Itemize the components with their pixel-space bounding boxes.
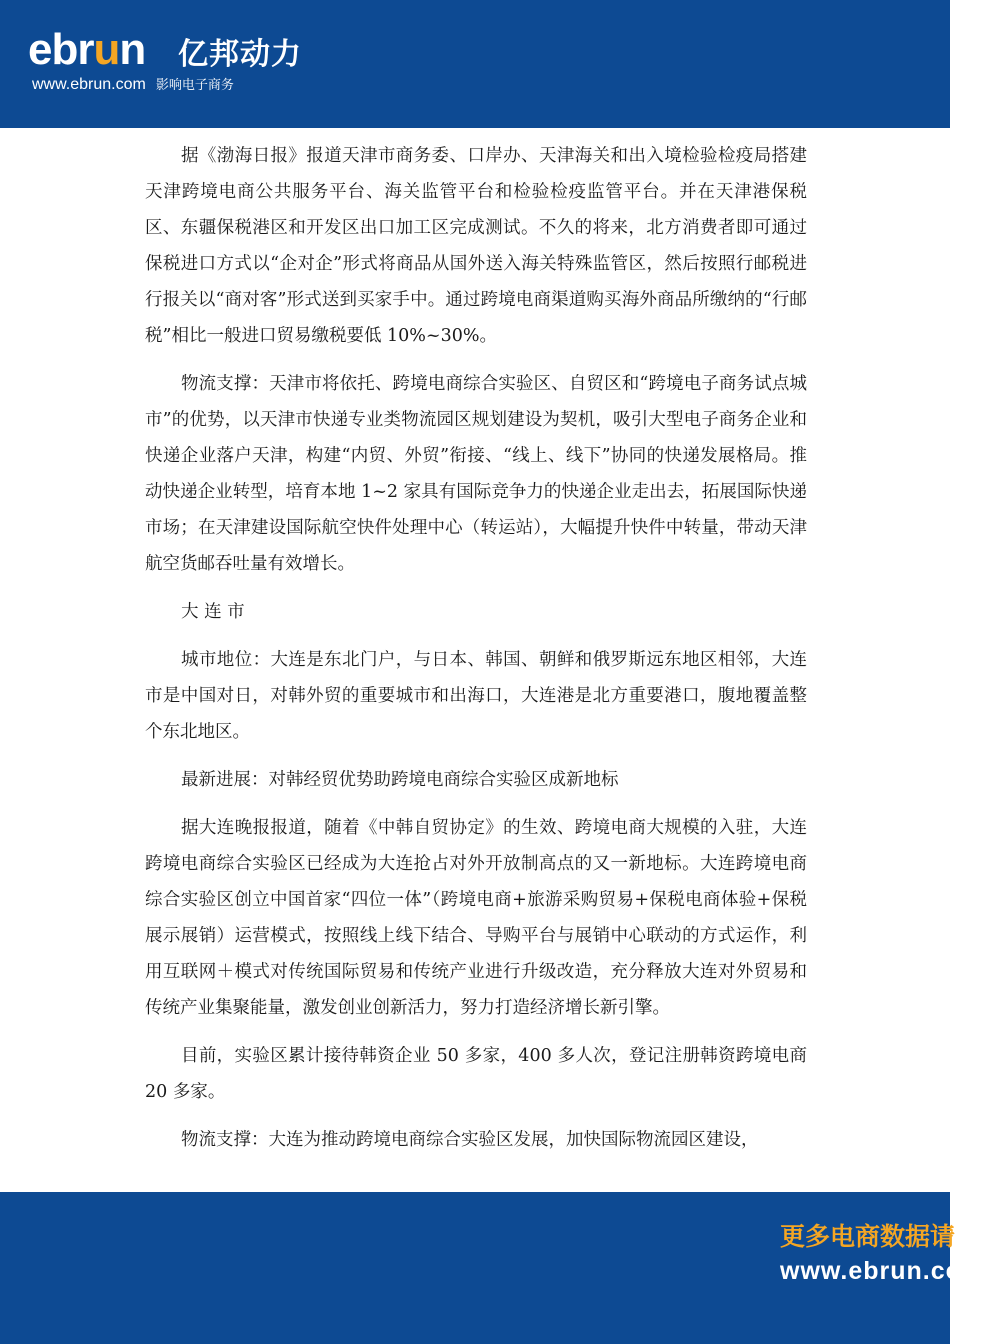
paragraph: 物流支撑：天津市将依托、跨境电商综合实验区、自贸区和“跨境电子商务试点城市”的优势，以天津市快递专业类物流园区规划建设为契机，吸引大型电子商务企业和快递企业落户天津，构建“内贸、外贸”衔接、“线上、线下”协同的快递发展格局。推动快递企业转型，培育本地 1~2 家具有国际竞争力的快递企业走出去，拓展国际快递市场；在天津建设国际航空快件处理中心（转运站），大幅提升快件中转量，带动天津航空货邮吞吐量有效增长。 (145, 374, 807, 574)
header-slogan: 影响电子商务 (155, 78, 234, 93)
footer-banner (0, 1192, 985, 1344)
paragraph: 城市地位：大连是东北门户，与日本、韩国、朝鲜和俄罗斯远东地区相邻，大连市是中国对日，对韩外贸的重要城市和出海口，大连港是北方重要港口，腹地覆盖整个东北地区。 (145, 650, 807, 742)
logo-chinese-name: 亿邦动力 (178, 37, 302, 72)
logo-accent-letter: u (93, 25, 120, 74)
header-banner (0, 0, 950, 128)
footer-cta-text: 更多电商数据请 (780, 1222, 956, 1251)
ebrun-logo[interactable] (28, 25, 146, 74)
section-heading-dalian: 大 连 市 (181, 602, 245, 622)
header-url-link[interactable]: www.ebrun.com (32, 76, 146, 93)
paragraph: 最新进展：对韩经贸优势助跨境电商综合实验区成新地标 (181, 770, 619, 790)
logo-subline (32, 76, 234, 95)
footer-url-link[interactable]: www.ebrun.com (780, 1257, 985, 1285)
logo-prefix: ebr (28, 25, 94, 74)
article-body (145, 138, 807, 1170)
paragraph: 据大连晚报报道，随着《中韩自贸协定》的生效、跨境电商大规模的入驻，大连跨境电商综合实验区已经成为大连抢占对外开放制高点的又一新地标。大连跨境电商综合实验区创立中国首家“四位一体”（跨境电商+旅游采购贸易+保税电商体验+保税展示展销）运营模式，按照线上线下结合、导购平台与展销中心联动的方式运作，利用互联网＋模式对传统国际贸易和传统产业进行升级改造，充分释放大连对外贸易和传统产业集聚能量，激发创业创新活力，努力打造经济增长新引擎。 (145, 818, 807, 1018)
paragraph: 目前，实验区累计接待韩资企业 50 多家，400 多人次，登记注册韩资跨境电商 20 多家。 (145, 1046, 807, 1102)
paragraph: 物流支撑：大连为推动跨境电商综合实验区发展，加快国际物流园区建设， (181, 1130, 759, 1150)
paragraph: 据《渤海日报》报道天津市商务委、口岸办、天津海关和出入境检验检疫局搭建天津跨境电商公共服务平台、海关监管平台和检验检疫监管平台。并在天津港保税区、东疆保税港区和开发区出口加工区完成测试。不久的将来，北方消费者即可通过保税进口方式以“企对企”形式将商品从国外送入海关特殊监管区，然后按照行邮税进行报关以“商对客”形式送到买家手中。通过跨境电商渠道购买海外商品所缴纳的“行邮税”相比一般进口贸易缴税要低 10%~30%。 (145, 146, 807, 346)
logo-suffix: n (119, 25, 146, 74)
